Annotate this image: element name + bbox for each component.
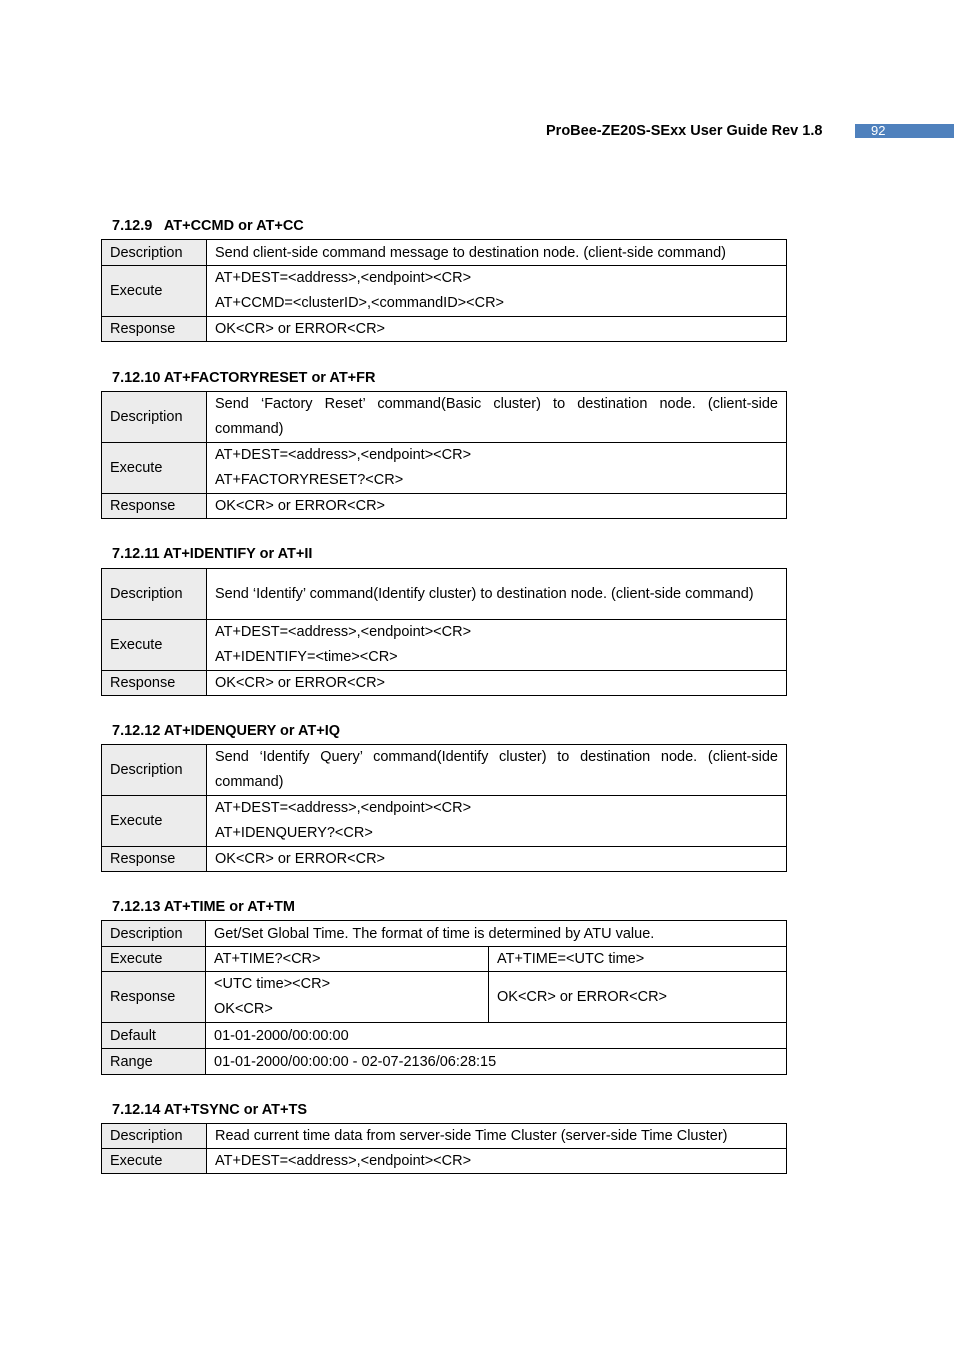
response-label: Response <box>102 317 207 342</box>
page-number: 92 <box>871 123 886 138</box>
description-label: Description <box>102 745 207 796</box>
execute-value <box>207 796 787 847</box>
execute-get-value: AT+TIME?<CR> <box>206 947 489 972</box>
response-value: OK<CR> or ERROR<CR> <box>207 671 787 696</box>
spec-table-factoryreset <box>101 391 787 519</box>
execute-label: Execute <box>102 947 206 972</box>
document-title: ProBee-ZE20S-SExx User Guide Rev 1.8 <box>546 123 823 139</box>
description-value: Read current time data from server-side Time Cluster (server-side Time Cluster) <box>207 1124 787 1149</box>
response-value: OK<CR> or ERROR<CR> <box>207 847 787 872</box>
description-label: Description <box>102 921 206 947</box>
description-value: Send client-side command message to destination node. (client-side command) <box>207 240 787 266</box>
execute-value: AT+DEST=<address>,<endpoint><CR> <box>207 1149 787 1174</box>
execute-line: AT+IDENQUERY?<CR> <box>215 825 373 841</box>
execute-label: Execute <box>102 443 207 494</box>
section-title-7-12-11: 7.12.11 AT+IDENTIFY or AT+II <box>112 546 313 562</box>
execute-set-value: AT+TIME=<UTC time> <box>489 947 787 972</box>
default-value: 01-01-2000/00:00:00 <box>206 1023 787 1049</box>
execute-line: AT+FACTORYRESET?<CR> <box>215 472 404 488</box>
description-value: Get/Set Global Time. The format of time is determined by ATU value. <box>206 921 787 947</box>
range-value: 01-01-2000/00:00:00 - 02-07-2136/06:28:15 <box>206 1049 787 1075</box>
response-label: Response <box>102 494 207 519</box>
execute-value <box>207 266 787 317</box>
section-title-7-12-13: 7.12.13 AT+TIME or AT+TM <box>112 899 295 915</box>
default-label: Default <box>102 1023 206 1049</box>
execute-line: AT+DEST=<address>,<endpoint><CR> <box>215 447 472 463</box>
response-set-value: OK<CR> or ERROR<CR> <box>489 972 787 1023</box>
response-label: Response <box>102 847 207 872</box>
section-title-7-12-14: 7.12.14 AT+TSYNC or AT+TS <box>112 1102 307 1118</box>
spec-table-ccmd <box>101 239 787 342</box>
response-value: OK<CR> or ERROR<CR> <box>207 494 787 519</box>
response-value: OK<CR> or ERROR<CR> <box>207 317 787 342</box>
section-title-7-12-12: 7.12.12 AT+IDENQUERY or AT+IQ <box>112 723 341 739</box>
response-get-value <box>206 972 489 1023</box>
description-label: Description <box>102 240 207 266</box>
section-title-7-12-9: 7.12.9 AT+CCMD or AT+CC <box>112 218 304 234</box>
execute-label: Execute <box>102 796 207 847</box>
execute-line: AT+DEST=<address>,<endpoint><CR> <box>215 800 472 816</box>
description-value: Send ‘Factory Reset’ command(Basic cluster) to destination node. (client-side command) <box>207 392 787 443</box>
execute-label: Execute <box>102 266 207 317</box>
spec-table-time <box>101 920 787 1075</box>
response-label: Response <box>102 671 207 696</box>
execute-value <box>207 620 787 671</box>
execute-line: AT+DEST=<address>,<endpoint><CR> <box>215 270 472 286</box>
execute-line: AT+DEST=<address>,<endpoint><CR> <box>215 624 472 640</box>
execute-line: AT+IDENTIFY=<time><CR> <box>215 649 398 665</box>
response-line: <UTC time><CR> <box>214 976 331 992</box>
section-title-7-12-10: 7.12.10 AT+FACTORYRESET or AT+FR <box>112 370 376 386</box>
execute-value <box>207 443 787 494</box>
page-number-badge <box>855 124 954 138</box>
description-value: Send ‘Identify Query’ command(Identify cluster) to destination node. (client-side command) <box>207 745 787 796</box>
execute-label: Execute <box>102 1149 207 1174</box>
spec-table-idenquery <box>101 744 787 872</box>
range-label: Range <box>102 1049 206 1075</box>
response-line: OK<CR> <box>214 1001 273 1017</box>
execute-label: Execute <box>102 620 207 671</box>
description-label: Description <box>102 392 207 443</box>
spec-table-tsync <box>101 1123 787 1174</box>
description-label: Description <box>102 569 207 620</box>
description-label: Description <box>102 1124 207 1149</box>
spec-table-identify <box>101 568 787 696</box>
description-value: Send ‘Identify’ command(Identify cluster) to destination node. (client-side command) <box>207 569 787 620</box>
response-label: Response <box>102 972 206 1023</box>
execute-line: AT+CCMD=<clusterID>,<commandID><CR> <box>215 295 505 311</box>
